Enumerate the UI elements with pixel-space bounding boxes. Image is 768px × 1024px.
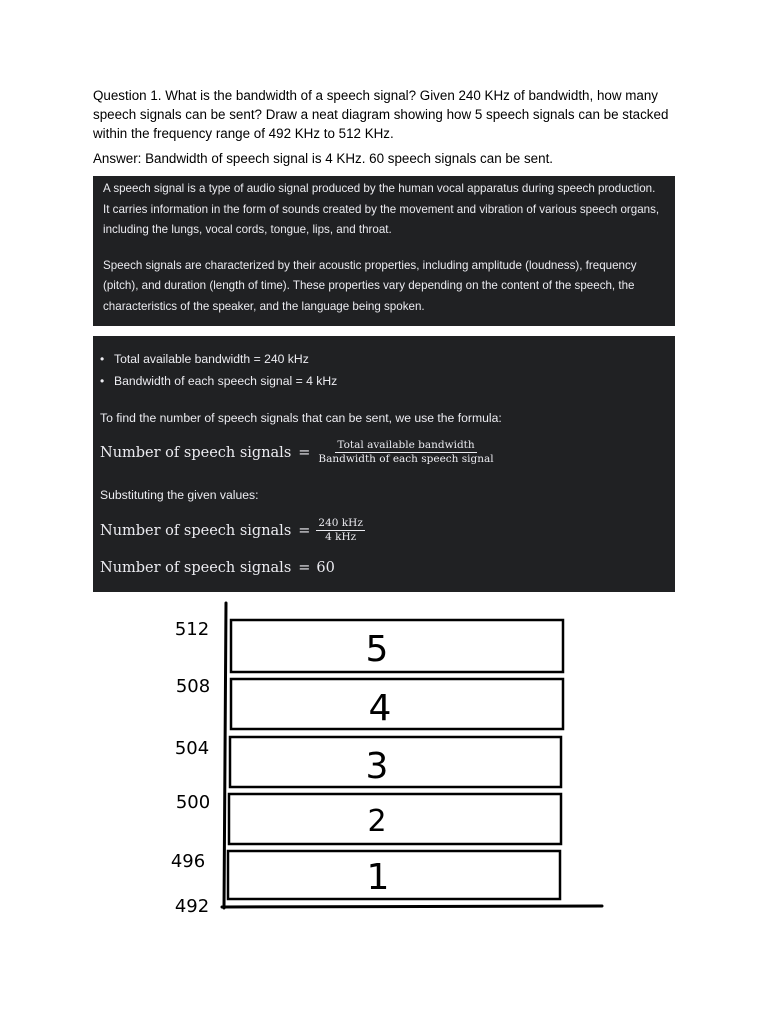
equals-sign: = (298, 560, 311, 576)
band-label-2: 2 (367, 804, 387, 839)
band-box-3 (230, 737, 561, 787)
freq-label-504: 504 (174, 738, 210, 759)
equation-result: 60 (316, 560, 335, 576)
fraction-denominator: Bandwidth of each speech signal (318, 453, 494, 465)
band-box-5 (231, 620, 563, 672)
explanation-paragraph-1: A speech signal is a type of audio signal produced by the human vocal apparatus during speech production. It carries information in the form of sounds created by the movement and vibration of various speech organs, including the lungs, vocal cords, tongue, lips, and throat. (103, 182, 660, 236)
bullet-total-bandwidth: • Total available bandwidth = 240 kHz (100, 348, 668, 370)
band-label-1: 1 (366, 857, 390, 898)
calculation-panel (93, 336, 675, 592)
freq-label-496: 496 (170, 851, 206, 872)
freq-label-512: 512 (174, 619, 210, 640)
band-box-2 (229, 794, 561, 844)
result-equation (100, 560, 335, 576)
equation-lhs: Number of speech signals (100, 522, 292, 539)
freq-label-508: 508 (175, 676, 211, 697)
diagram-horizontal-axis (222, 906, 602, 907)
answer-text: Answer: Bandwidth of speech signal is 4 KHz. 60 speech signals can be sent. (93, 151, 554, 166)
formula-fraction (316, 440, 495, 465)
fraction-numerator: Total available bandwidth (337, 439, 475, 451)
band-label-5: 5 (365, 629, 389, 670)
equation-lhs: Number of speech signals (100, 444, 292, 461)
equation-lhs: Number of speech signals (100, 560, 292, 576)
formula-equation (100, 440, 496, 465)
band-box-1 (228, 851, 560, 899)
band-label-3: 3 (365, 746, 389, 787)
given-values-list (100, 348, 668, 392)
freq-label-500: 500 (175, 792, 211, 813)
question-text: Question 1. What is the bandwidth of a speech signal? Given 240 KHz of bandwidth, how many speech signals can be sent? Draw a neat diagram showing how 5 speech signals can be stacked within the frequency range of 492 KHz to 512 KHz. (93, 88, 669, 141)
band-label-4: 4 (368, 688, 392, 729)
explanation-paragraph-2: Speech signals are characterized by their acoustic properties, including amplitude (loudness), frequency (pitch), and duration (length of time). These properties vary depending on the content of the speech, the characteristics of the speaker, and the language being spoken. (103, 258, 637, 313)
frequency-stacking-diagram (0, 595, 768, 925)
equals-sign: = (298, 444, 311, 461)
diagram-vertical-axis (224, 603, 226, 908)
fraction-denominator: 4 kHz (325, 531, 357, 543)
substitution-intro: Substituting the given values: (100, 488, 259, 502)
band-box-4 (231, 679, 563, 729)
values-fraction (316, 518, 364, 543)
substituted-equation (100, 518, 365, 543)
speech-signal-explanation-panel (93, 176, 675, 326)
freq-label-492: 492 (174, 896, 210, 917)
bullet-signal-bandwidth: • Bandwidth of each speech signal = 4 kHz (100, 370, 668, 392)
equals-sign: = (298, 522, 311, 539)
formula-intro: To find the number of speech signals that can be sent, we use the formula: (100, 411, 502, 425)
fraction-numerator: 240 kHz (318, 517, 363, 529)
